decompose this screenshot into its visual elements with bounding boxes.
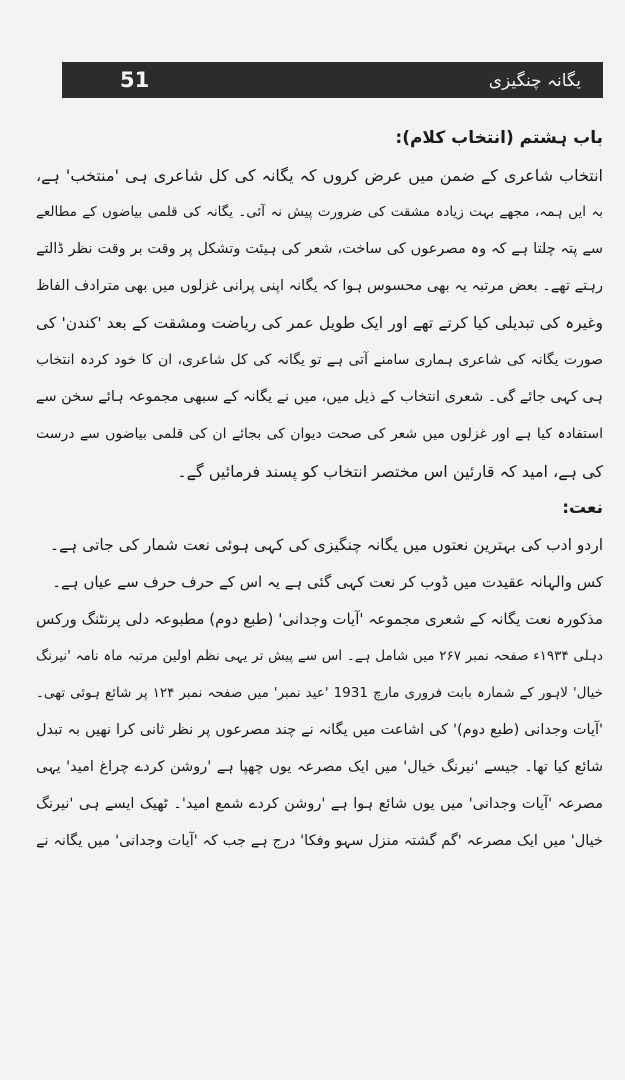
- paragraph-line: انتخاب شاعری کے ضمن میں عرض کروں کہ یگانہ کی کل شاعری ہی 'منتخب' ہے،: [36, 166, 603, 185]
- paragraph-line: کی ہے، امید کہ قارئین اس مختصر انتخاب کو پسند فرمائیں گے۔: [177, 462, 603, 481]
- paragraph-line: خیال' لاہور کے شمارہ بابت فروری مارچ 1931 'عید نمبر' میں صفحہ نمبر ۱۲۴ پر شائع ہوئی تھی۔: [36, 685, 603, 701]
- paragraph-line: سے پتہ چلتا ہے کہ وہ مصرعوں کی ساخت، شعر کی ہیئت وتشکل پر وقت بر وقت نظر ڈالتے: [36, 241, 603, 257]
- paragraph-line: مصرعہ 'آیات وجدانی' میں یوں شائع ہوا ہے 'روشن کردے شمع امید'۔ ٹھیک ایسے ہی 'نیرنگ: [36, 796, 603, 812]
- paragraph-line: اردو ادب کی بہترین نعتوں میں یگانہ چنگیزی کی کہی ہوئی نعت شمار کی جاتی ہے۔: [50, 536, 603, 554]
- paragraph-line: شائع کیا تھا۔ جیسے 'نیرنگ خیال' میں ایک مصرعہ یوں چھپا ہے 'روشن کردے چراغ امید' یہی: [36, 759, 603, 775]
- paragraph-line: خیال' میں ایک مصرعہ 'گم گشتہ منزل سہو وفکا' درج ہے جب کہ 'آیات وجدانی' میں یگانہ نے: [36, 833, 603, 849]
- section-heading-chapter: باب ہشتم (انتخاب کلام):: [395, 128, 603, 148]
- running-header: [62, 62, 603, 98]
- paragraph-line: ہی کہی جائے گی۔ شعری انتخاب کے ذیل میں، میں نے یگانہ کے سبھی مجموعہ ہائے سخن سے: [36, 389, 603, 405]
- paragraph-line: 'آیات وجدانی (طبع دوم)' کی اشاعت میں یگانہ نے چند مصرعوں پر نظر ثانی کرا نھیں بہ تبدل: [36, 722, 603, 738]
- paragraph-line: بہ ایں ہمہ، مجھے بہت زیادہ مشقت کی ضرورت پیش نہ آئی۔ یگانہ کی قلمی بیاضوں کے مطالعے: [36, 204, 603, 220]
- paragraph-line: وغیرہ کی تبدیلی کیا کرتے تھے اور ایک طویل عمر کی ریاضت ومشقت کے بعد 'کندن' کی: [36, 314, 603, 332]
- section-heading-naat: نعت:: [562, 498, 603, 518]
- paragraph-line: استفادہ کیا ہے اور غزلوں میں شعر کی صحت دیوان کی بجائے ان کی قلمی بیاضوں سے درست: [36, 426, 603, 442]
- paragraph-line: دہلی ۱۹۳۴ء صفحہ نمبر ۲۶۷ میں شامل ہے۔ اس سے پیش تر یہی نظم اولین مرتبہ ماہ نامہ 'نیرنگ: [36, 648, 603, 664]
- paragraph-line: کس والہانہ عقیدت میں ڈوب کر نعت کہی گئی ہے یہ اس کے حرف حرف سے عیاں ہے۔: [52, 573, 603, 591]
- page-number: 51: [120, 68, 150, 92]
- paragraph-line: صورت یگانہ کی شاعری ہماری سامنے آتی ہے تو یگانہ کی کل شاعری، ان کا خود کردہ انتخاب: [36, 352, 603, 368]
- paragraph-line: مذکورہ نعت یگانہ کے شعری مجموعہ 'آیات وجدانی' (طبع دوم) مطبوعہ دلی پرنٹنگ ورکس: [36, 610, 603, 628]
- paragraph-line: رہتے تھے۔ بعض مرتبہ یہ بھی محسوس ہوا کہ یگانہ اپنی پرانی غزلوں میں بھی مترادف الفاظ: [36, 278, 603, 294]
- page-body: [36, 120, 603, 860]
- running-title: یگانہ چنگیزی: [488, 70, 581, 91]
